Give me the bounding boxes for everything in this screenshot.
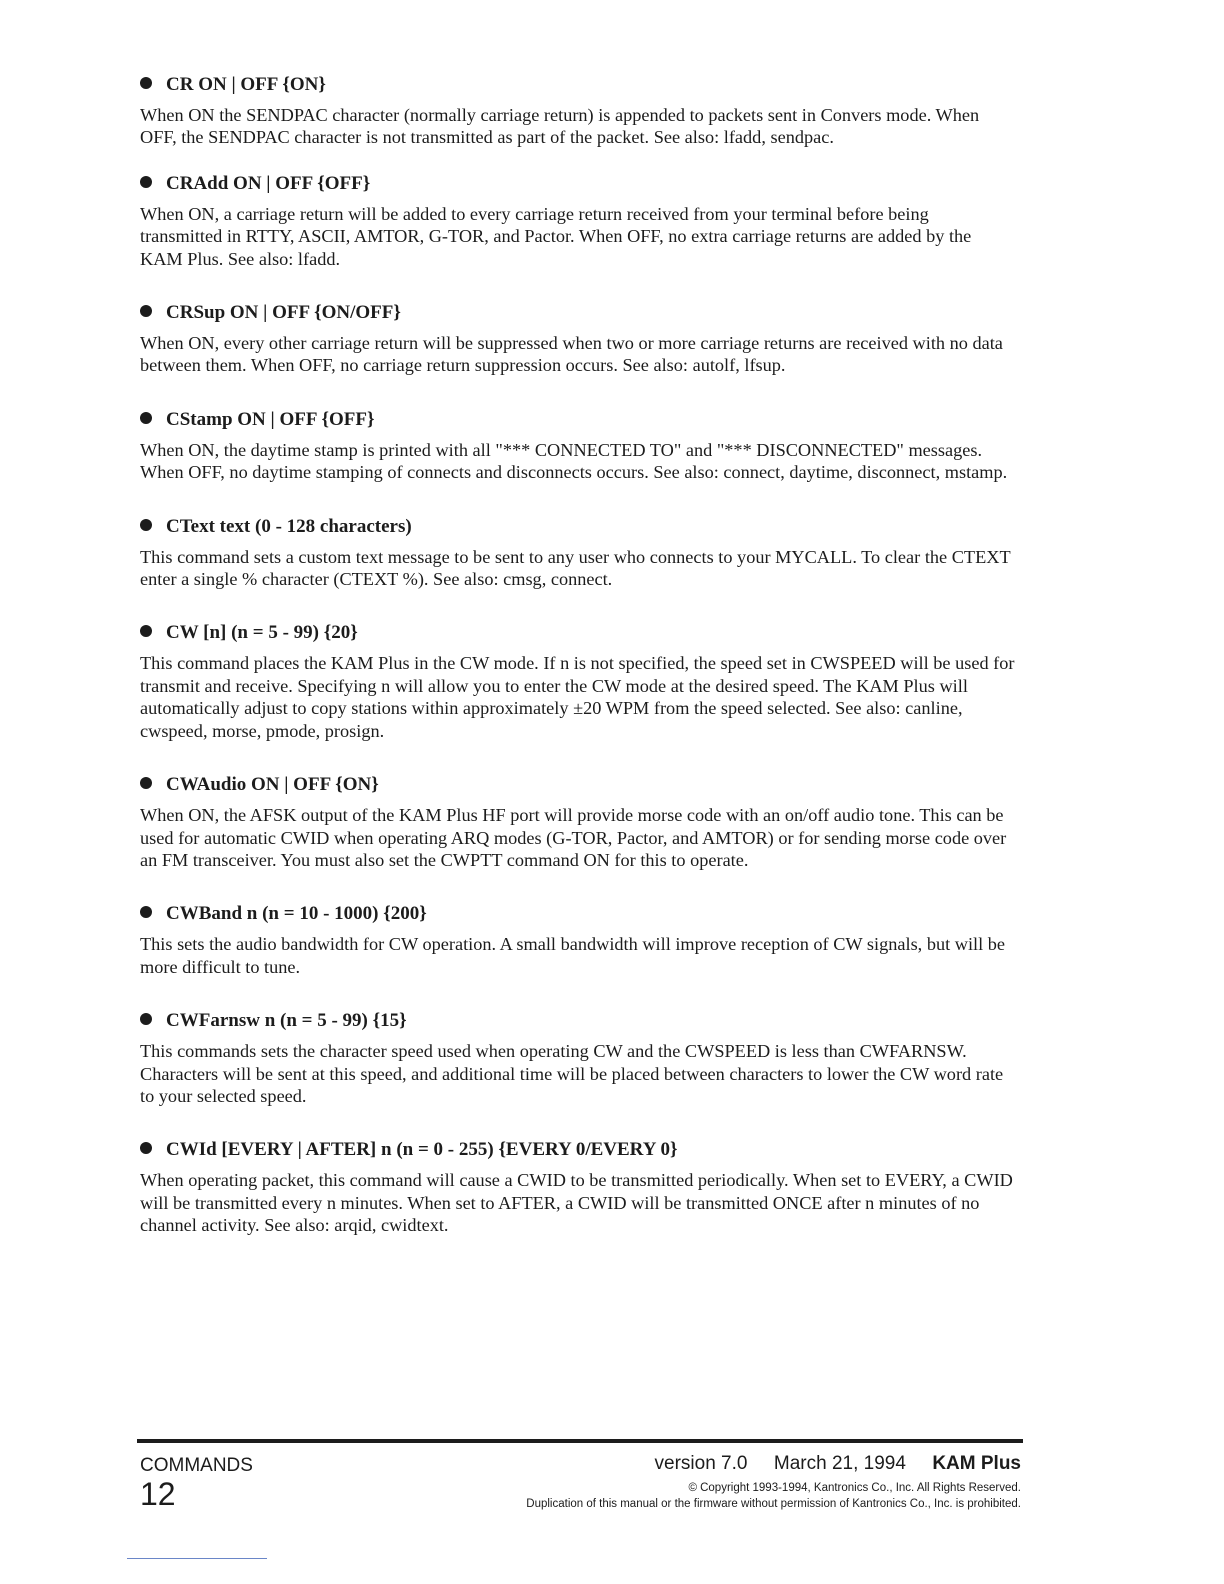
entry-description: This command sets a custom text message to be sent to any user who connects to your MYCALL. To clear the CTEXT enter a single % character (CTEXT %). See also: cmsg, connect.: [140, 546, 1011, 590]
entry-description: When ON, the daytime stamp is printed with all "*** CONNECTED TO" and "*** DISCONNECTED" messages. When OFF, no daytime stamping of connects and disconnects occurs. See also: connect, daytime, disconnect, mstamp.: [140, 439, 1008, 483]
entry-description: This commands sets the character speed used when operating CW and the CWSPEED is less than CWFARNSW. Characters will be sent at this speed, and additional time will be placed between characters to lower the CW word rate to your selected speed.: [140, 1041, 1004, 1106]
entry-description: When operating packet, this command will cause a CWID to be transmitted periodically. When set to EVERY, a CWID will be transmitted every n minutes. When set to AFTER, a CWID will be transmitted ONCE after n minutes of no channel activity. See also: arqid, cwidtext.: [140, 1170, 1013, 1236]
scan-artifact-line: [127, 1558, 267, 1559]
entry-ctext: [140, 514, 1015, 591]
bullet-icon: [140, 176, 152, 188]
entry-heading: CWAudio ON | OFF {ON}: [166, 774, 379, 796]
entry-cwid: [140, 1137, 1015, 1236]
entry-crsup: [140, 300, 1015, 377]
bullet-icon: [140, 906, 152, 918]
copyright-notice: © Copyright 1993-1994, Kantronics Co., Inc. All Rights Reserved.: [688, 1482, 1021, 1494]
entry-description: This command places the KAM Plus in the CW mode. If n is not specified, the speed set in CWSPEED will be used for transmit and receive. Specifying n will allow you to enter the CW mode at the desired speed. The KAM Plus will automatically adjust to copy stations within approximately ±20 WPM from the speed selected. See also: canline, cwspeed, morse, pmode, prosign.: [140, 653, 1015, 741]
entry-cwaudio: [140, 772, 1015, 871]
entry-cr: [140, 72, 1015, 149]
entry-description: When ON the SENDPAC character (normally carriage return) is appended to packets sent in Convers mode. When OFF, the SENDPAC character is not transmitted as part of the packet. See also: lfadd, sendpac.: [140, 105, 980, 148]
entry-heading: CW [n] (n = 5 - 99) {20}: [166, 622, 358, 644]
entry-heading: CWId [EVERY | AFTER] n (n = 0 - 255) {EVERY 0/EVERY 0}: [166, 1139, 678, 1161]
bullet-icon: [140, 1013, 152, 1025]
bullet-icon: [140, 77, 152, 89]
product-name: KAM Plus: [932, 1453, 1021, 1474]
entry-description: When ON, the AFSK output of the KAM Plus HF port will provide morse code with an on/off audio tone. This can be used for automatic CWID when operating ARQ modes (G-TOR, Pactor, and AMTOR) or for sending morse code over an FM transceiver. You must also set the CWPTT command ON for this to operate.: [140, 805, 1007, 870]
bullet-icon: [140, 1142, 152, 1154]
duplication-notice: Duplication of this manual or the firmware without permission of Kantronics Co., Inc. is prohibited.: [526, 1498, 1021, 1510]
footer-version-line: [655, 1453, 1021, 1475]
release-date: March 21, 1994: [773, 1453, 906, 1474]
command-list: [140, 72, 1015, 1267]
bullet-icon: [140, 412, 152, 424]
entry-cwband: [140, 901, 1015, 978]
entry-heading: CRSup ON | OFF {ON/OFF}: [166, 302, 401, 324]
bullet-icon: [140, 305, 152, 317]
entry-cwfarnsw: [140, 1008, 1015, 1107]
entry-cstamp: [140, 407, 1015, 484]
entry-description: When ON, every other carriage return will be suppressed when two or more carriage returns are received with no data between them. When OFF, no carriage return suppression occurs. See also: autolf, lfsup.: [140, 333, 1003, 376]
bullet-icon: [140, 625, 152, 637]
entry-heading: CWBand n (n = 10 - 1000) {200}: [166, 903, 427, 925]
entry-heading: CWFarnsw n (n = 5 - 99) {15}: [166, 1010, 407, 1032]
entry-heading: CStamp ON | OFF {OFF}: [166, 408, 375, 430]
bullet-icon: [140, 777, 152, 789]
entry-description: This sets the audio bandwidth for CW operation. A small bandwidth will improve reception of CW signals, but will be more difficult to tune.: [140, 934, 1006, 977]
footer-divider: [137, 1439, 1023, 1443]
entry-cradd: [140, 171, 1015, 270]
footer-section-label: COMMANDS: [140, 1455, 253, 1476]
page-number: 12: [140, 1476, 176, 1512]
version-label: version 7.0: [654, 1453, 748, 1474]
bullet-icon: [140, 519, 152, 531]
entry-cw: [140, 620, 1015, 742]
entry-heading: CR ON | OFF {ON}: [166, 74, 326, 95]
entry-heading: CText text (0 - 128 characters): [166, 515, 412, 537]
entry-description: When ON, a carriage return will be added to every carriage return received from your terminal before being transmitted in RTTY, ASCII, AMTOR, G-TOR, and Pactor. When OFF, no extra carriage returns are added by the KAM Plus. See also: lfadd.: [140, 203, 972, 269]
entry-heading: CRAdd ON | OFF {OFF}: [166, 172, 371, 194]
